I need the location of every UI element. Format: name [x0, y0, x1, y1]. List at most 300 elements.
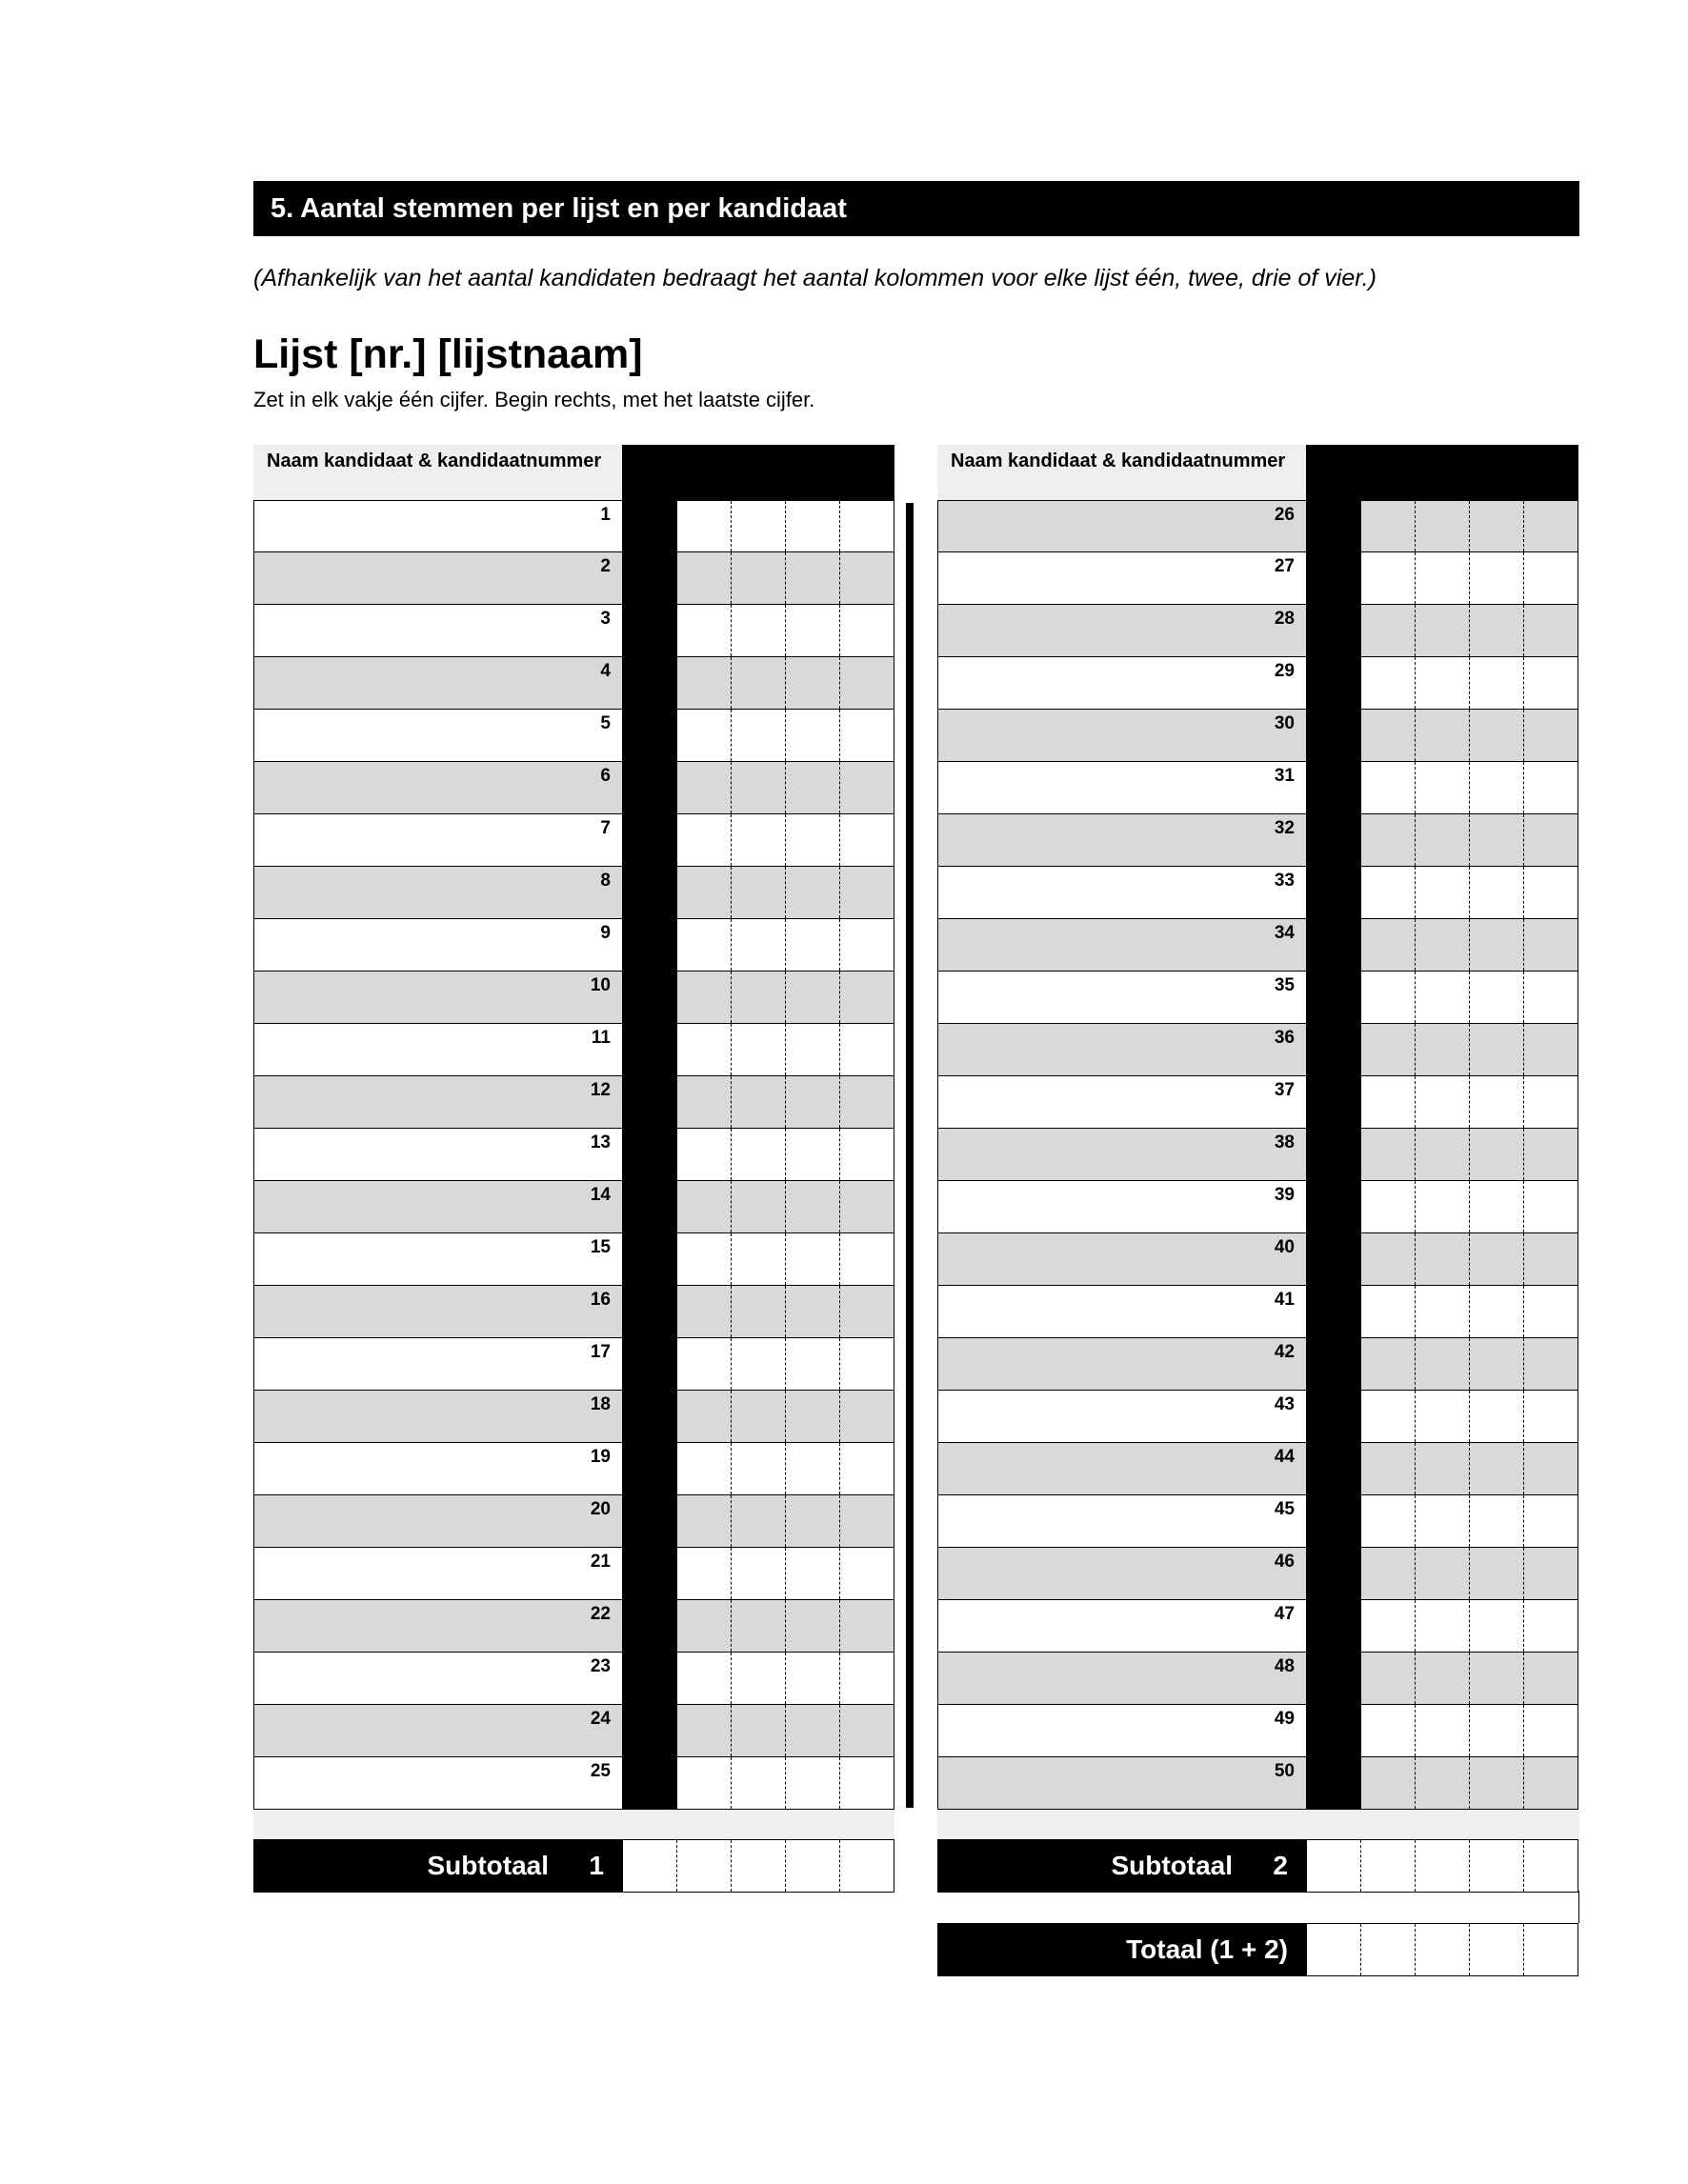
candidate-number: 27 [1274, 556, 1295, 576]
candidate-name-field[interactable] [938, 1286, 1306, 1337]
digit-box[interactable] [1415, 657, 1469, 709]
candidate-name-field[interactable] [938, 1181, 1306, 1232]
digit-box[interactable] [839, 657, 894, 709]
digit-box[interactable] [677, 1024, 731, 1075]
blacked-out-digit-box [622, 972, 677, 1023]
candidate-name-field[interactable] [938, 1233, 1306, 1285]
candidate-name-field[interactable] [254, 814, 622, 866]
digit-box[interactable] [731, 1076, 785, 1128]
digit-box[interactable] [1469, 1024, 1523, 1075]
digit-box[interactable] [1415, 710, 1469, 761]
digit-box[interactable] [839, 1705, 894, 1756]
digit-box[interactable] [1415, 1338, 1469, 1390]
blacked-out-digit-box [1306, 1443, 1361, 1494]
candidate-name-field[interactable] [254, 1443, 622, 1494]
digit-box[interactable] [1415, 552, 1469, 604]
digit-box[interactable] [785, 1286, 839, 1337]
digit-box[interactable] [731, 867, 785, 918]
digit-box[interactable] [731, 1338, 785, 1390]
candidate-name-field[interactable] [254, 762, 622, 813]
digit-box[interactable] [731, 1705, 785, 1756]
candidate-name-field[interactable] [938, 710, 1306, 761]
candidate-name-field[interactable] [254, 605, 622, 656]
digit-box[interactable] [785, 1653, 839, 1704]
digit-box[interactable] [785, 552, 839, 604]
digit-box[interactable] [785, 1705, 839, 1756]
digit-box[interactable] [1360, 1924, 1415, 1975]
digit-box[interactable] [731, 1443, 785, 1494]
digit-box[interactable] [1469, 1181, 1523, 1232]
blacked-out-digit-box [622, 1600, 677, 1652]
digit-box[interactable] [1523, 1076, 1577, 1128]
candidate-row [937, 972, 1578, 1024]
digit-box[interactable] [1523, 1233, 1577, 1285]
digit-box[interactable] [1415, 501, 1469, 551]
digit-box[interactable] [785, 1548, 839, 1599]
digit-box[interactable] [1361, 710, 1415, 761]
digit-box[interactable] [839, 762, 894, 813]
digit-box[interactable] [677, 1495, 731, 1547]
candidate-number: 25 [590, 1761, 611, 1781]
digit-box[interactable] [1361, 919, 1415, 971]
digit-box[interactable] [1469, 657, 1523, 709]
digit-box[interactable] [1307, 1924, 1360, 1975]
blacked-out-digit-box [1306, 1338, 1361, 1390]
digit-box[interactable] [1469, 762, 1523, 813]
digit-box[interactable] [785, 1129, 839, 1180]
digit-box[interactable] [1523, 1181, 1577, 1232]
blacked-out-digit-box [622, 1757, 677, 1809]
candidate-row [937, 867, 1578, 919]
digit-box[interactable] [1469, 501, 1523, 551]
candidate-name-field[interactable] [254, 1391, 622, 1442]
digit-box[interactable] [1361, 1705, 1415, 1756]
digit-box[interactable] [677, 1391, 731, 1442]
blacked-out-digit-box [622, 1495, 677, 1547]
digit-box[interactable] [731, 1129, 785, 1180]
candidate-name-field[interactable] [938, 1076, 1306, 1128]
digit-box[interactable] [1469, 552, 1523, 604]
digit-box[interactable] [785, 1076, 839, 1128]
digit-box[interactable] [1469, 1286, 1523, 1337]
digit-box[interactable] [1523, 1495, 1577, 1547]
candidate-number: 28 [1274, 609, 1295, 629]
candidate-name-field[interactable] [938, 1653, 1306, 1704]
candidate-name-field[interactable] [254, 1233, 622, 1285]
digit-box[interactable] [1523, 1338, 1577, 1390]
digit-box[interactable] [1523, 1548, 1577, 1599]
digit-box[interactable] [839, 1443, 894, 1494]
digit-box[interactable] [1523, 814, 1577, 866]
digit-box[interactable] [677, 1757, 731, 1809]
digit-box[interactable] [839, 1233, 894, 1285]
digit-box[interactable] [677, 1076, 731, 1128]
candidate-name-field[interactable] [938, 1024, 1306, 1075]
digit-box[interactable] [839, 867, 894, 918]
candidate-name-field[interactable] [938, 501, 1306, 551]
blacked-out-digit-box [1306, 1705, 1361, 1756]
digit-box[interactable] [677, 605, 731, 656]
candidate-name-field[interactable] [254, 1076, 622, 1128]
digit-box[interactable] [1523, 1653, 1577, 1704]
candidate-name-field[interactable] [254, 501, 622, 551]
digit-box[interactable] [1523, 710, 1577, 761]
digit-box[interactable] [839, 1286, 894, 1337]
candidate-name-field[interactable] [938, 1338, 1306, 1390]
digit-box[interactable] [839, 814, 894, 866]
digit-box[interactable] [1523, 1705, 1577, 1756]
candidate-name-field[interactable] [254, 1286, 622, 1337]
digit-box[interactable] [839, 1840, 894, 1892]
digit-box[interactable] [1523, 605, 1577, 656]
digit-box[interactable] [731, 1391, 785, 1442]
digit-box[interactable] [839, 1757, 894, 1809]
digit-box[interactable] [731, 919, 785, 971]
candidate-name-field[interactable] [254, 710, 622, 761]
digit-box[interactable] [839, 1024, 894, 1075]
blacked-out-digit-box [1306, 657, 1361, 709]
candidate-number: 34 [1274, 923, 1295, 943]
digit-box[interactable] [1523, 1600, 1577, 1652]
digit-box[interactable] [677, 1548, 731, 1599]
digit-box[interactable] [677, 762, 731, 813]
digit-box[interactable] [1361, 1653, 1415, 1704]
candidate-number: 31 [1274, 766, 1295, 786]
digit-box[interactable] [839, 1600, 894, 1652]
digit-box[interactable] [1469, 1757, 1523, 1809]
digit-box[interactable] [839, 1181, 894, 1232]
candidate-row [937, 1391, 1578, 1443]
digit-box[interactable] [731, 1024, 785, 1075]
digit-box[interactable] [1469, 1653, 1523, 1704]
digit-box[interactable] [1469, 1495, 1523, 1547]
digit-box[interactable] [731, 1600, 785, 1652]
digit-box[interactable] [677, 1653, 731, 1704]
candidate-name-field[interactable] [254, 657, 622, 709]
digit-box[interactable] [731, 552, 785, 604]
digit-box[interactable] [1360, 1840, 1415, 1892]
digit-box[interactable] [1361, 605, 1415, 656]
digit-box[interactable] [677, 1286, 731, 1337]
digit-box[interactable] [1523, 1924, 1577, 1975]
candidate-name-field[interactable] [254, 867, 622, 918]
digit-box[interactable] [785, 1757, 839, 1809]
candidate-row [253, 657, 894, 710]
blacked-out-digit-box [1306, 552, 1361, 604]
digit-box[interactable] [677, 1233, 731, 1285]
digit-box[interactable] [1361, 972, 1415, 1023]
digit-box[interactable] [839, 1653, 894, 1704]
digit-box[interactable] [1415, 1840, 1469, 1892]
candidate-name-field[interactable] [254, 1757, 622, 1809]
digit-box[interactable] [1469, 710, 1523, 761]
candidate-number: 35 [1274, 975, 1295, 995]
candidate-name-field[interactable] [938, 1495, 1306, 1547]
digit-box[interactable] [1415, 1129, 1469, 1180]
digit-box[interactable] [1469, 1840, 1523, 1892]
digit-box[interactable] [1469, 972, 1523, 1023]
digit-box[interactable] [1523, 1443, 1577, 1494]
digit-box[interactable] [785, 1840, 839, 1892]
digit-box[interactable] [839, 1129, 894, 1180]
digit-box[interactable] [677, 1181, 731, 1232]
digit-box[interactable] [839, 1495, 894, 1547]
digit-box[interactable] [1469, 1443, 1523, 1494]
digit-box[interactable] [1361, 1024, 1415, 1075]
candidate-row [937, 1757, 1578, 1810]
candidate-row [937, 1181, 1578, 1233]
digit-box[interactable] [1361, 1129, 1415, 1180]
digit-box[interactable] [1415, 1924, 1469, 1975]
digit-box[interactable] [731, 1757, 785, 1809]
digit-box[interactable] [1469, 919, 1523, 971]
list-title: Lijst [nr.] [lijstnaam] [253, 331, 643, 377]
candidate-row [253, 1653, 894, 1705]
digit-box[interactable] [731, 814, 785, 866]
digit-box[interactable] [839, 710, 894, 761]
digit-box[interactable] [677, 814, 731, 866]
digit-box[interactable] [1469, 605, 1523, 656]
blacked-out-digit-box [622, 1076, 677, 1128]
digit-box[interactable] [785, 762, 839, 813]
candidate-name-field[interactable] [254, 1129, 622, 1180]
digit-box[interactable] [677, 919, 731, 971]
digit-box[interactable] [1415, 972, 1469, 1023]
candidate-name-field[interactable] [254, 1705, 622, 1756]
digit-box[interactable] [785, 1495, 839, 1547]
candidate-name-field[interactable] [938, 657, 1306, 709]
digit-box[interactable] [731, 657, 785, 709]
candidate-name-field[interactable] [254, 919, 622, 971]
candidate-number: 22 [590, 1604, 611, 1624]
digit-box[interactable] [1415, 1705, 1469, 1756]
candidate-name-field[interactable] [938, 1129, 1306, 1180]
candidate-name-field[interactable] [938, 814, 1306, 866]
candidate-row [253, 1233, 894, 1286]
digit-box[interactable] [677, 552, 731, 604]
digit-box[interactable] [677, 1600, 731, 1652]
digit-box[interactable] [731, 972, 785, 1023]
digit-box[interactable] [677, 710, 731, 761]
digit-box[interactable] [1415, 1548, 1469, 1599]
digit-box[interactable] [785, 605, 839, 656]
candidate-name-field[interactable] [254, 1181, 622, 1232]
digit-box[interactable] [1523, 1286, 1577, 1337]
digit-box[interactable] [785, 1024, 839, 1075]
digit-box[interactable] [1361, 814, 1415, 866]
digit-box[interactable] [1469, 1924, 1523, 1975]
candidate-name-field[interactable] [938, 1705, 1306, 1756]
digit-box[interactable] [785, 814, 839, 866]
digit-box[interactable] [1415, 1233, 1469, 1285]
digit-box[interactable] [1415, 867, 1469, 918]
digit-box[interactable] [839, 1076, 894, 1128]
digit-box[interactable] [1361, 501, 1415, 551]
digit-box[interactable] [1523, 762, 1577, 813]
digit-box[interactable] [731, 501, 785, 551]
digit-box[interactable] [731, 1653, 785, 1704]
digit-box[interactable] [1361, 1233, 1415, 1285]
digit-box[interactable] [1469, 1129, 1523, 1180]
digit-box[interactable] [1469, 1548, 1523, 1599]
digit-box[interactable] [839, 552, 894, 604]
digit-box[interactable] [1361, 657, 1415, 709]
candidate-name-field[interactable] [254, 1024, 622, 1075]
digit-box[interactable] [1361, 762, 1415, 813]
digit-box[interactable] [1361, 1181, 1415, 1232]
candidate-name-field[interactable] [938, 972, 1306, 1023]
digit-box[interactable] [1523, 867, 1577, 918]
digit-box[interactable] [785, 1233, 839, 1285]
digit-box[interactable] [839, 919, 894, 971]
digit-box[interactable] [731, 1495, 785, 1547]
digit-box[interactable] [785, 1443, 839, 1494]
digit-box[interactable] [839, 501, 894, 551]
digit-box[interactable] [677, 867, 731, 918]
digit-box[interactable] [785, 501, 839, 551]
candidate-row [937, 814, 1578, 867]
candidate-name-field[interactable] [938, 1600, 1306, 1652]
digit-box[interactable] [1415, 1495, 1469, 1547]
digit-box[interactable] [1361, 1757, 1415, 1809]
digit-box[interactable] [1415, 1391, 1469, 1442]
digit-box[interactable] [676, 1840, 731, 1892]
digit-box[interactable] [1523, 1129, 1577, 1180]
candidate-name-field[interactable] [938, 1443, 1306, 1494]
digit-box[interactable] [785, 1181, 839, 1232]
candidate-name-field[interactable] [254, 1338, 622, 1390]
digit-box[interactable] [1415, 1600, 1469, 1652]
digit-box[interactable] [1469, 814, 1523, 866]
candidate-row [253, 1391, 894, 1443]
digit-box[interactable] [1415, 919, 1469, 971]
digit-box[interactable] [785, 1600, 839, 1652]
candidate-name-field[interactable] [938, 919, 1306, 971]
digit-box[interactable] [1361, 867, 1415, 918]
digit-box[interactable] [839, 605, 894, 656]
total-label: Totaal (1 + 2) [938, 1924, 1307, 1975]
digit-box[interactable] [731, 1233, 785, 1285]
digit-box[interactable] [785, 867, 839, 918]
digit-box[interactable] [1523, 1757, 1577, 1809]
candidate-name-field[interactable] [938, 1548, 1306, 1599]
digit-box[interactable] [731, 1548, 785, 1599]
digit-box[interactable] [731, 1181, 785, 1232]
candidate-name-field[interactable] [254, 1495, 622, 1547]
digit-box[interactable] [731, 710, 785, 761]
digit-box[interactable] [1415, 1653, 1469, 1704]
digit-box[interactable] [839, 1548, 894, 1599]
candidate-name-field[interactable] [254, 1653, 622, 1704]
digit-box[interactable] [1469, 1600, 1523, 1652]
candidate-name-field[interactable] [938, 605, 1306, 656]
digit-box[interactable] [1361, 1076, 1415, 1128]
digit-box[interactable] [1415, 814, 1469, 866]
candidate-name-field[interactable] [938, 1391, 1306, 1442]
digit-box[interactable] [1307, 1840, 1360, 1892]
digit-box[interactable] [785, 657, 839, 709]
digit-box[interactable] [1523, 552, 1577, 604]
digit-box[interactable] [1361, 1548, 1415, 1599]
digit-box[interactable] [1415, 1286, 1469, 1337]
candidate-table-left [253, 445, 894, 1810]
digit-box[interactable] [1415, 762, 1469, 813]
candidate-name-field[interactable] [254, 1548, 622, 1599]
digit-box[interactable] [1415, 1181, 1469, 1232]
digit-box[interactable] [785, 1391, 839, 1442]
digit-box[interactable] [785, 972, 839, 1023]
digit-box[interactable] [677, 1443, 731, 1494]
digit-box[interactable] [623, 1840, 676, 1892]
candidate-name-field[interactable] [938, 552, 1306, 604]
subtotal-label-text: Subtotaal [1111, 1851, 1233, 1880]
blacked-out-digit-box [1306, 1076, 1361, 1128]
digit-box[interactable] [1415, 605, 1469, 656]
digit-box[interactable] [1361, 1443, 1415, 1494]
digit-box[interactable] [1469, 1338, 1523, 1390]
digit-box[interactable] [1415, 1443, 1469, 1494]
blacked-out-digit-box [622, 552, 677, 604]
digit-box[interactable] [1361, 1338, 1415, 1390]
digit-box[interactable] [677, 501, 731, 551]
digit-box[interactable] [1361, 552, 1415, 604]
digit-box[interactable] [1361, 1495, 1415, 1547]
digit-box[interactable] [1469, 867, 1523, 918]
digit-box[interactable] [1469, 1233, 1523, 1285]
candidate-row [937, 1129, 1578, 1181]
digit-box[interactable] [1469, 1705, 1523, 1756]
candidate-name-field[interactable] [938, 867, 1306, 918]
candidate-name-field[interactable] [938, 1757, 1306, 1809]
digit-box[interactable] [731, 1840, 785, 1892]
candidate-name-field[interactable] [254, 552, 622, 604]
digit-box[interactable] [1469, 1076, 1523, 1128]
digit-box[interactable] [1523, 1391, 1577, 1442]
digit-box[interactable] [1523, 1840, 1577, 1892]
digit-box[interactable] [839, 1391, 894, 1442]
digit-box[interactable] [1523, 919, 1577, 971]
digit-box[interactable] [731, 605, 785, 656]
candidate-name-field[interactable] [254, 972, 622, 1023]
digit-box[interactable] [1523, 657, 1577, 709]
digit-box[interactable] [1523, 1024, 1577, 1075]
digit-box[interactable] [839, 1338, 894, 1390]
candidate-name-field[interactable] [254, 1600, 622, 1652]
digit-box[interactable] [731, 1286, 785, 1337]
candidate-name-field[interactable] [938, 762, 1306, 813]
blacked-out-digit-box [622, 919, 677, 971]
digit-box[interactable] [1361, 1391, 1415, 1442]
digit-box[interactable] [785, 710, 839, 761]
digit-box[interactable] [1415, 1757, 1469, 1809]
digit-box[interactable] [677, 972, 731, 1023]
digit-box[interactable] [1361, 1600, 1415, 1652]
digit-box[interactable] [1523, 501, 1577, 551]
digit-box[interactable] [677, 1338, 731, 1390]
digit-box[interactable] [677, 1705, 731, 1756]
digit-box[interactable] [1469, 1391, 1523, 1442]
digit-box[interactable] [1415, 1024, 1469, 1075]
digit-box[interactable] [1523, 972, 1577, 1023]
digit-box[interactable] [785, 1338, 839, 1390]
digit-box[interactable] [677, 1129, 731, 1180]
digit-box[interactable] [785, 919, 839, 971]
digit-box[interactable] [839, 972, 894, 1023]
digit-box[interactable] [1415, 1076, 1469, 1128]
digit-box[interactable] [1361, 1286, 1415, 1337]
digit-box[interactable] [731, 762, 785, 813]
digit-box[interactable] [677, 657, 731, 709]
